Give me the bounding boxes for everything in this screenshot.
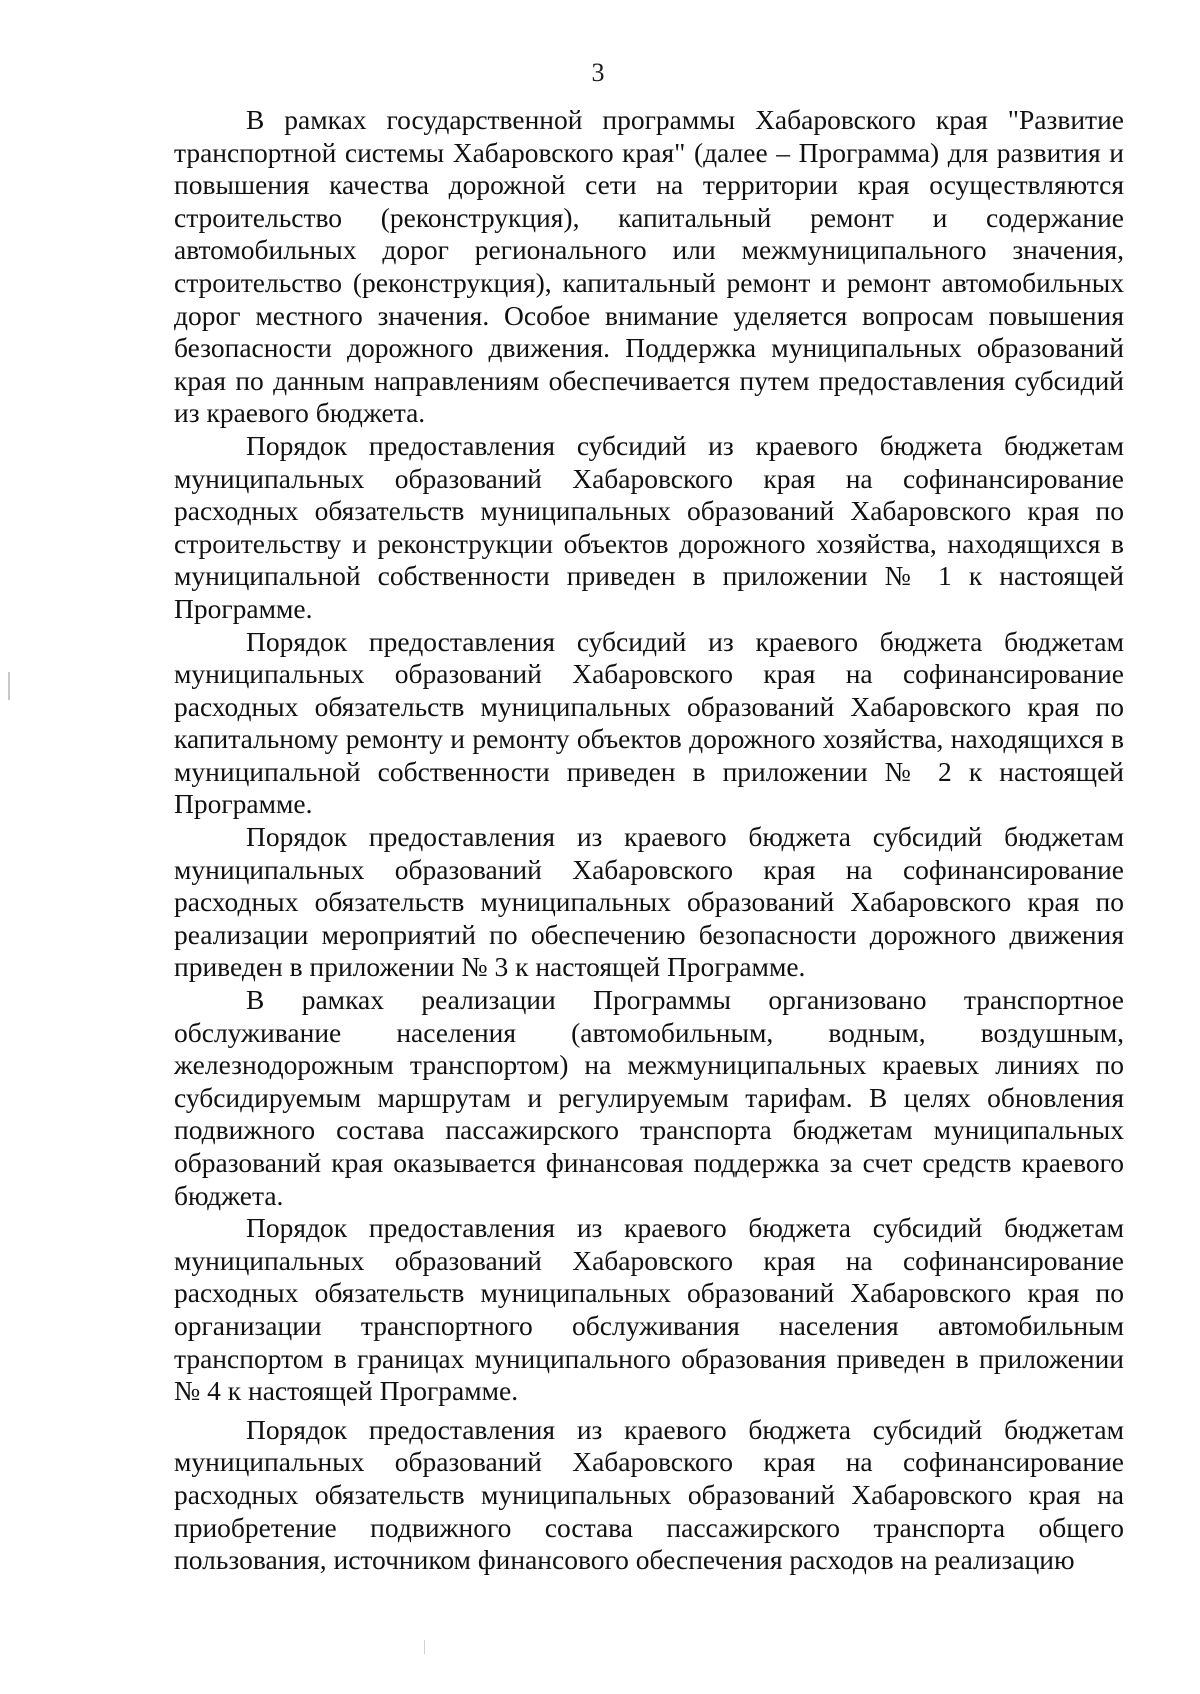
paragraph-appendix-2: Порядок предоставления субсидий из краевого бюджета бюджетам муниципальных образований Хабаровского края на софинансирование расходных обязательств муниципальных образований Хабаровского края по капитальному ремонту и ремонту объектов дорожного хозяйства, находящихся в муниципальной собственности приведен в приложении № 2 к настоящей Программе. (174, 625, 1124, 820)
scan-margin-mark (8, 672, 10, 700)
paragraph-rolling-stock: Порядок предоставления из краевого бюджета субсидий бюджетам муниципальных образований Хабаровского края на софинансирование расходных обязательств муниципальных образований Хабаровского края на приобретение подвижного состава пассажирского транспорта общего пользования, источником финансового обеспечения расходов на реализацию (174, 1413, 1124, 1576)
page-number: 3 (591, 58, 605, 87)
paragraph-appendix-1: Порядок предоставления субсидий из краевого бюджета бюджетам муниципальных образований Хабаровского края на софинансирование расходных обязательств муниципальных образований Хабаровского края по строительству и реконструкции объектов дорожного хозяйства, находящихся в муниципальной собственности приведен в приложении № 1 к настоящей Программе. (174, 429, 1124, 624)
paragraph-appendix-4: Порядок предоставления из краевого бюджета субсидий бюджетам муниципальных образований Хабаровского края на софинансирование расходных обязательств муниципальных образований Хабаровского края по организации транспортного обслуживания населения автомобильным транспортом в границах муниципального образования приведен в приложении № 4 к настоящей Программе. (174, 1212, 1124, 1407)
paragraph-transport-service: В рамках реализации Программы организовано транспортное обслуживание населения (автомобильным, водным, воздушным, железнодорожным транспортом) на межмуниципальных краевых линиях по субсидируемым маршрутам и регулируемым тарифам. В целях обновления подвижного состава пассажирского транспорта бюджетам муниципальных образований края оказывается финансовая поддержка за счет средств краевого бюджета. (174, 984, 1124, 1211)
paragraph-program-overview: В рамках государственной программы Хабаровского края "Развитие транспортной системы Хабаровского края" (далее – Программа) для развития и повышения качества дорожной сети на территории края осуществляются строительство (реконструкция), капитальный ремонт и содержание автомобильных дорог регионального или межмуниципального значения, строительство (реконструкция), капитальный ремонт и ремонт автомобильных дорог местного значения. Особое внимание уделяется вопросам повышения безопасности дорожного движения. Поддержка муниципальных образований края по данным направлениям обеспечивается путем предоставления субсидий из краевого бюджета. (174, 104, 1124, 429)
scan-bottom-mark (424, 1640, 425, 1654)
paragraph-appendix-3: Порядок предоставления из краевого бюджета субсидий бюджетам муниципальных образований Хабаровского края на софинансирование расходных обязательств муниципальных образований Хабаровского края по реализации мероприятий по обеспечению безопасности дорожного движения приведен в приложении № 3 к настоящей Программе. (174, 821, 1124, 983)
document-body (174, 104, 1124, 1577)
